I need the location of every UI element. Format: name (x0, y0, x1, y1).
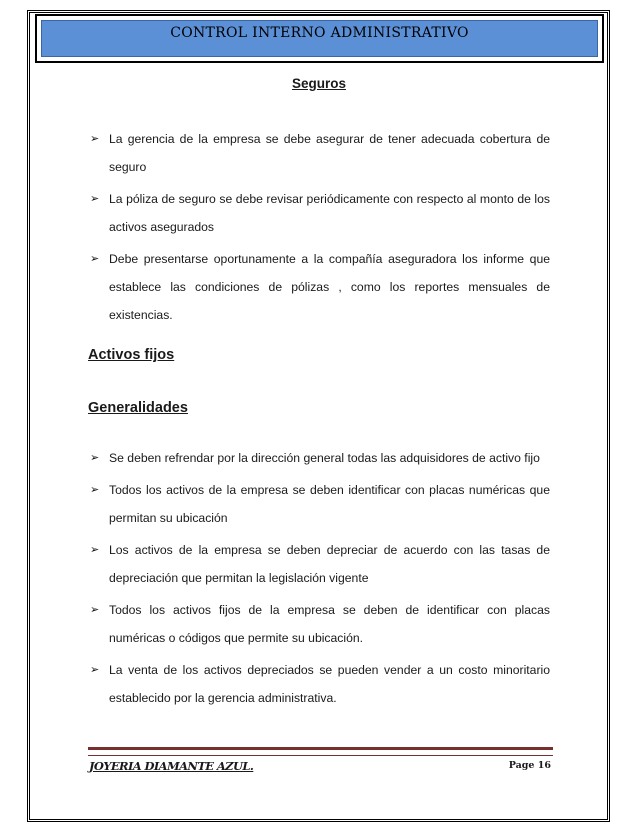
list-item-text: La póliza de seguro se debe revisar periódicamente con respecto al monto de los activos asegurados (109, 192, 550, 234)
heading-activos-fijos: Activos fijos (88, 347, 175, 363)
footer-page-number: Page 16 (508, 760, 551, 771)
list-item-text: La venta de los activos depreciados se pueden vender a un costo minoritario establecido por la gerencia administrativa. (109, 663, 550, 705)
subheading-generalidades: Generalidades (88, 400, 188, 416)
seguros-list (90, 125, 550, 333)
arrow-bullet-icon: ➢ (90, 452, 100, 464)
arrow-bullet-icon: ➢ (90, 193, 100, 205)
header-banner (41, 20, 598, 57)
arrow-bullet-icon: ➢ (90, 544, 100, 556)
list-item (90, 185, 550, 241)
list-item-text: Debe presentarse oportunamente a la compañía aseguradora los informe que establece las condiciones de pólizas , como los reportes mensuales de existencias. (109, 252, 550, 322)
header-title: CONTROL INTERNO ADMINISTRATIVO (170, 25, 469, 41)
arrow-bullet-icon: ➢ (90, 484, 100, 496)
list-item-text: La gerencia de la empresa se debe asegurar de tener adecuada cobertura de seguro (109, 132, 550, 174)
arrow-bullet-icon: ➢ (90, 664, 100, 676)
arrow-bullet-icon: ➢ (90, 604, 100, 616)
list-item (90, 656, 550, 712)
section-title-seguros: Seguros (291, 76, 346, 91)
list-item (90, 476, 550, 532)
arrow-bullet-icon: ➢ (90, 253, 100, 265)
footer-company: JOYERIA DIAMANTE AZUL. (89, 759, 254, 773)
arrow-bullet-icon: ➢ (90, 133, 100, 145)
list-item-text: Se deben refrendar por la dirección general todas las adquisidores de activo fijo (109, 451, 540, 465)
list-item (90, 125, 550, 181)
footer-rule (88, 747, 553, 756)
list-item-text: Todos los activos de la empresa se deben identificar con placas numéricas que permitan su ubicación (109, 483, 550, 525)
list-item-text: Todos los activos fijos de la empresa se deben de identificar con placas numéricas o códigos que permite su ubicación. (109, 603, 550, 645)
list-item-text: Los activos de la empresa se deben depreciar de acuerdo con las tasas de depreciación que permitan la legislación vigente (109, 543, 550, 585)
activos-list (90, 444, 550, 716)
list-item (90, 596, 550, 652)
header-box (35, 14, 604, 63)
list-item (90, 444, 550, 472)
list-item (90, 245, 550, 329)
list-item (90, 536, 550, 592)
